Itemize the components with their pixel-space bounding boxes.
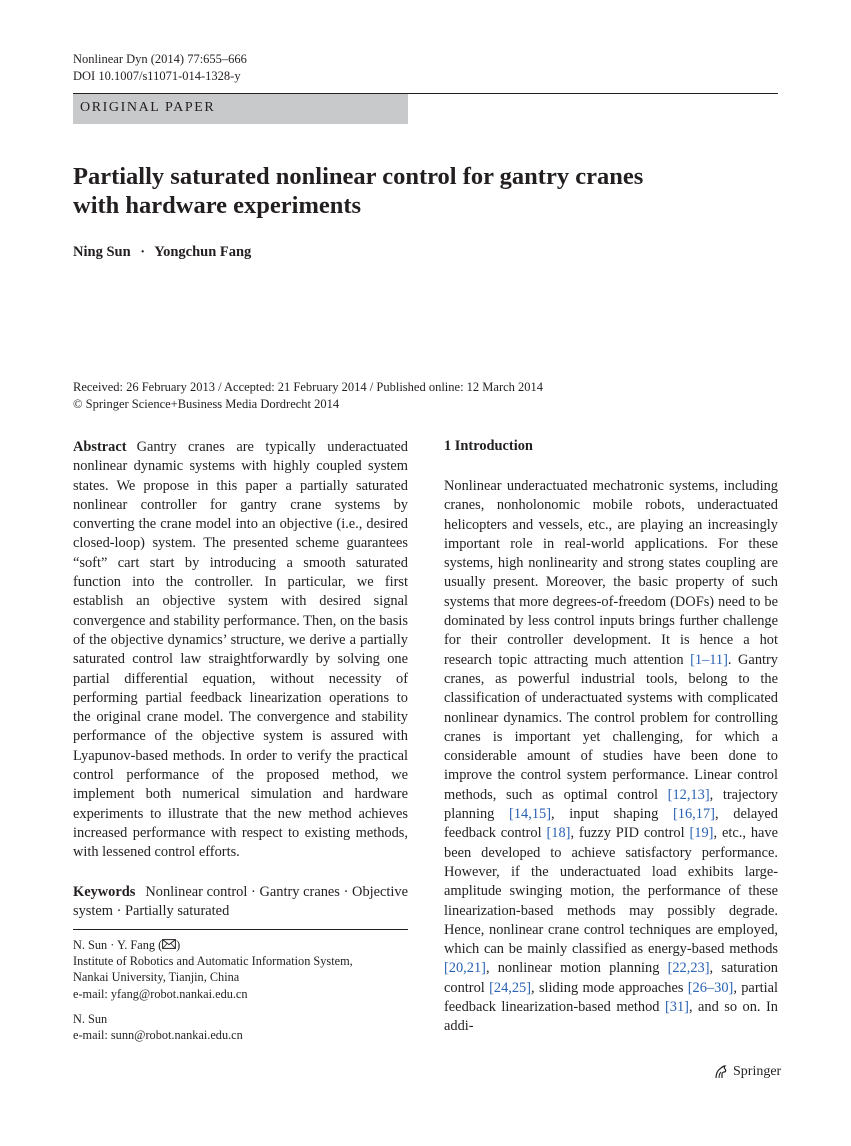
journal-header <box>73 51 247 85</box>
citation-link[interactable]: [19] <box>689 825 714 842</box>
journal-doi[interactable]: DOI 10.1007/s11071-014-1328-y <box>73 69 241 83</box>
citation-link[interactable]: [18] <box>546 825 571 842</box>
citation-link[interactable]: [1–11] <box>690 651 728 668</box>
footnote-rule <box>73 929 408 930</box>
copyright-line: © Springer Science+Business Media Dordrecht 2014 <box>73 397 340 411</box>
intro-text: , trajectory planning <box>444 786 778 823</box>
keywords <box>73 883 408 922</box>
publisher-name: Springer <box>733 1064 782 1079</box>
introduction-body <box>444 477 778 1037</box>
author-separator: · <box>140 244 146 260</box>
affiliation-institute: Institute of Robotics and Automatic Information System, <box>73 954 353 969</box>
abstract-text: Gantry cranes are typically underactuated nonlinear dynamic systems with highly coupled system states. We propose in this paper a partially saturated nonlinear controller for gantry crane systems by converting the crane model into an objective (i.e., desired closed-loop) system. The presented scheme guarantees “soft” cart start by introducing a smooth saturated function into the controller. In particular, we first establish an objective system with desired signal convergence and stability performance. Then, on the basis of the objective dynamics’ structure, we derive a partially saturated control law straightforwardly by solving one partial differential equation, without necessity of performing partial feedback linearization operations to the original crane model. The convergence and stability performance of the objective system is assured with Lyapunov-based methods. In order to verify the practical control performance of the proposed method, we implement both numerical simulation and hardware experiments to illustrate that the new method achieves increased performance with respect to existing methods, with lessened control efforts. <box>73 439 408 861</box>
affiliation-names-close: ) <box>176 938 181 952</box>
affiliation-university: Nankai University, Tianjin, China <box>73 970 240 985</box>
author-2[interactable]: Yongchun Fang <box>154 244 252 260</box>
keywords-text: Nonlinear control · Gantry cranes · Objective system · Partially saturated <box>73 884 408 920</box>
author-1[interactable]: Ning Sun <box>73 244 131 260</box>
intro-text: , and so on. In addi- <box>444 999 778 1035</box>
intro-text: , etc., have been developed to achieve satisfactory performance. However, if the underactuated load exhibits large-amplitude swinging motion, the performance of these linearization-based methods may possibly degrade. Hence, nonlinear crane control techniques are employed, which can be mainly classified as energy-based methods <box>444 825 778 958</box>
envelope-icon <box>162 939 176 949</box>
affiliation-email-1[interactable]: e-mail: yfang@robot.nankai.edu.cn <box>73 986 248 1001</box>
journal-citation: Nonlinear Dyn (2014) 77:655–666 <box>73 52 247 66</box>
intro-text: Nonlinear underactuated mechatronic systems, including cranes, nonholonomic mobile robots, underactuated helicopters and vessels, etc., are playing an increasingly important role in real-world applications. For these systems, high nonlinearity and strong states coupling are usually present. Moreover, the basic property of such systems that more degrees-of-freedom (DOFs) need to be dominated by less control inputs brings further challenge for their controller development. It is hence a hot research topic attracting much attention <box>444 478 778 668</box>
abstract <box>73 438 408 863</box>
springer-horse-icon <box>713 1064 729 1080</box>
paper-title <box>73 162 773 220</box>
citation-link[interactable]: [20,21] <box>444 960 486 977</box>
citation-link[interactable]: [31] <box>664 999 689 1016</box>
intro-text: . Gantry cranes, as powerful industrial tools, belong to the classification of underactuated systems with complicated nonlinear dynamics. The control problem for controlling cranes is important yet challenging, for which a considerable amount of studies have been done to improve the control system performance. Linear control methods, such as optimal control <box>444 651 779 803</box>
abstract-label: Abstract <box>73 439 127 455</box>
citation-link[interactable]: [22,23] <box>667 960 710 977</box>
author-list <box>73 244 251 261</box>
author-affiliation <box>73 937 408 1043</box>
citation-link[interactable]: [16,17] <box>673 806 715 823</box>
publication-history <box>73 379 543 413</box>
affiliation-names: N. Sun · Y. Fang ( <box>73 938 163 952</box>
article-type-band <box>73 94 408 124</box>
citation-link[interactable]: [24,25] <box>489 979 532 996</box>
publisher-logo <box>713 1064 781 1080</box>
article-type: ORIGINAL PAPER <box>80 100 216 115</box>
title-line-2: with hardware experiments <box>73 192 362 219</box>
keywords-label: Keywords <box>73 884 136 900</box>
intro-text: , saturation control <box>444 960 779 996</box>
history-dates: Received: 26 February 2013 / Accepted: 21 February 2014 / Published online: 12 March 2014 <box>73 380 544 394</box>
affiliation-name-2: N. Sun <box>73 1011 108 1026</box>
title-line-1: Partially saturated nonlinear control for gantry cranes <box>73 163 644 190</box>
introduction-heading: 1 Introduction <box>444 438 533 454</box>
citation-link[interactable]: [12,13] <box>667 786 710 803</box>
affiliation-email-2[interactable]: e-mail: sunn@robot.nankai.edu.cn <box>73 1028 243 1043</box>
citation-link[interactable]: [14,15] <box>509 806 552 823</box>
intro-text: , fuzzy PID control <box>570 825 690 842</box>
intro-text: , partial feedback linearization-based method <box>444 979 778 1016</box>
intro-text: , input shaping <box>551 806 673 823</box>
intro-text: , delayed feedback control <box>444 806 778 842</box>
citation-link[interactable]: [26–30] <box>687 979 734 996</box>
intro-text: , sliding mode approaches <box>531 979 688 996</box>
intro-text: , nonlinear motion planning <box>485 960 668 977</box>
